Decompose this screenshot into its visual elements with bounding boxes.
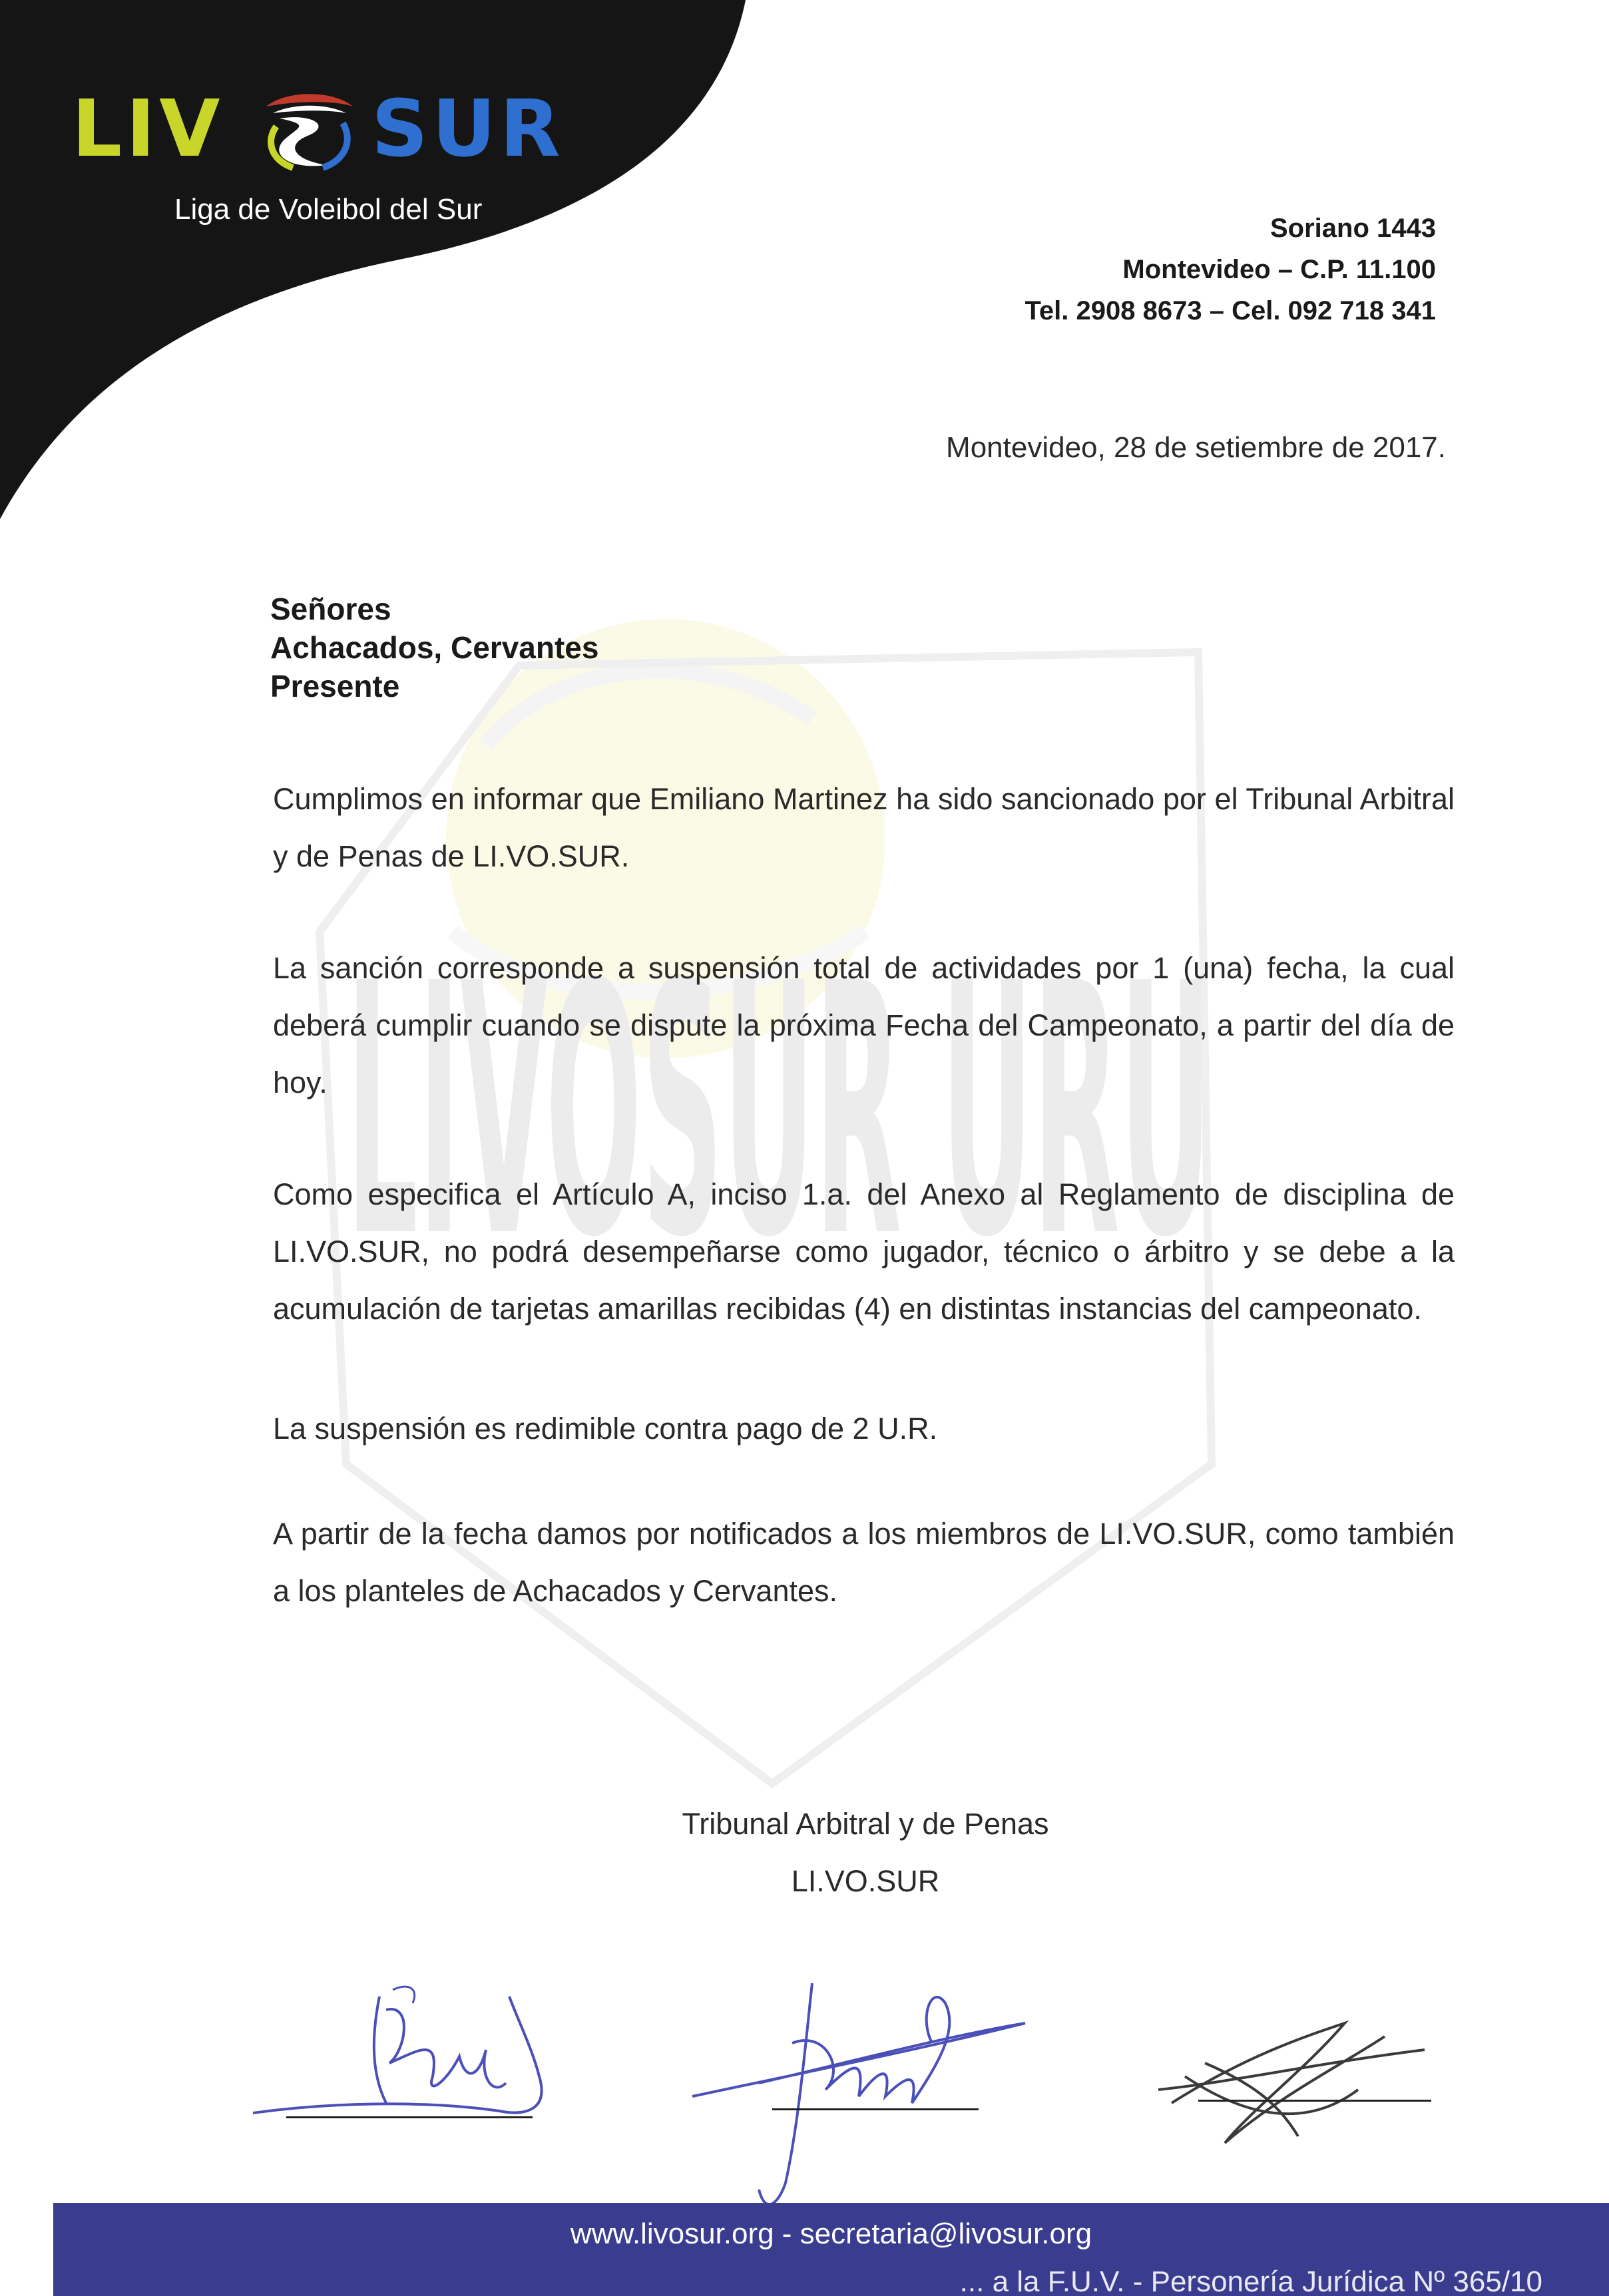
recipient-closing: Presente: [270, 669, 400, 703]
signatory-block: [599, 1796, 1132, 1910]
body-paragraph: A partir de la fecha damos por notificados a los miembros de LI.VO.SUR, como también a los planteles de Achacados y Cervantes.: [273, 1517, 1455, 1608]
logo-word-right: SUR: [371, 83, 565, 174]
signature-line-2: [772, 2108, 979, 2110]
body-paragraph: La suspensión es redimible contra pago de 2 U.R.: [273, 1412, 938, 1445]
recipient-teams: Achacados, Cervantes: [270, 630, 599, 665]
volleyball-logo-icon: [253, 87, 366, 172]
footer-band: [53, 2203, 1609, 2296]
livosur-logo: [72, 85, 604, 172]
body-paragraph: La sanción corresponde a suspensión total de actividades por 1 (una) fecha, la cual deberá cumplir cuando se dispute la próxima Fecha del Campeonato, a partir del día de hoy.: [273, 951, 1455, 1099]
footer-legal: ... a la F.U.V. - Personería Jurídica Nº 365/10: [959, 2265, 1542, 2296]
recipient-salutation: Señores: [270, 592, 391, 626]
logo-word-left: LIV: [72, 83, 224, 174]
signatory-line1: Tribunal Arbitral y de Penas: [682, 1807, 1049, 1841]
watermark-text: LIVOSUR URU: [346, 910, 1212, 1313]
body-paragraph: Como especifica el Artículo A, inciso 1.a. del Anexo al Reglamento de disciplina de LI.VO.SUR, no podrá desempeñarse como jugador, técnico o árbitro y se debe a la acumulación de tarjetas amarillas recibidas (4) en distintas instancias del campeonato.: [273, 1177, 1455, 1326]
signature-line-1: [286, 2116, 533, 2118]
footer-contact: www.livosur.org - secretaria@livosur.org: [570, 2217, 1092, 2250]
header-swoosh: [0, 0, 799, 532]
recipient-block: [270, 590, 598, 705]
signature-line-3: [1198, 2100, 1431, 2102]
address-street: Soriano 1443: [1269, 214, 1436, 243]
signature-3: [1145, 2010, 1445, 2156]
signatory-line2: LI.VO.SUR: [791, 1864, 940, 1898]
address-phones: Tel. 2908 8673 – Cel. 092 718 341: [1025, 296, 1436, 325]
signature-2: [679, 1963, 1052, 2216]
address-city: Montevideo – C.P. 11.100: [1122, 255, 1436, 284]
letter-date: Montevideo, 28 de setiembre de 2017.: [946, 431, 1446, 464]
address-block: [1025, 208, 1436, 331]
signature-1: [246, 1970, 566, 2156]
logo-tagline: Liga de Voleibol del Sur: [174, 193, 483, 226]
body-paragraph: Cumplimos en informar que Emiliano Martinez ha sido sancionado por el Tribunal Arbitral y de Penas de LI.VO.SUR.: [273, 782, 1455, 873]
